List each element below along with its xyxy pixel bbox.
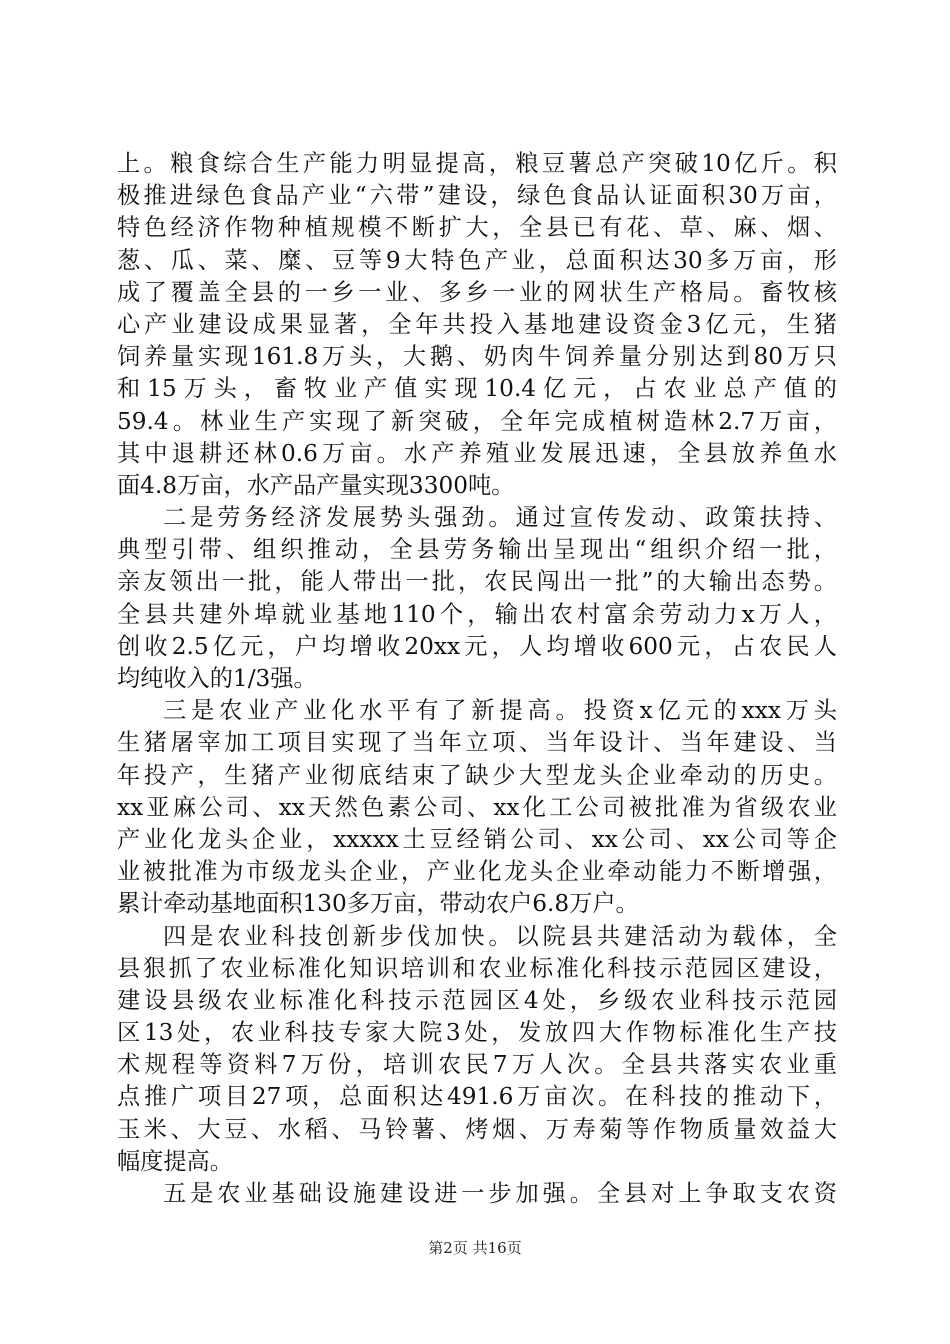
text-line: 成了覆盖全县的一乡一业、多乡一业的网状生产格局。畜牧核 [117, 278, 837, 306]
text-line: 年投产，生猪产业彻底结束了缺少大型龙头企业牵动的历史。 [117, 761, 837, 789]
text-line: 上。粮食综合生产能力明显提高，粮豆薯总产突破10亿斤。积 [117, 150, 837, 177]
page-footer: 第2页 共16页 [428, 1239, 522, 1257]
text-line: 均纯收入的1/3强。 [117, 665, 317, 692]
text-line: 全县共建外埠就业基地110个，输出农村富余劳动力x万人， [117, 600, 837, 628]
text-line: 幅度提高。 [117, 1147, 233, 1175]
text-line: 业被批准为市级龙头企业，产业化龙头企业牵动能力不断增强， [117, 858, 837, 886]
text-line: 产业化龙头企业，xxxxx土豆经销公司、xx公司、xx公司等企 [117, 825, 837, 853]
text-line: 其中退耕还林0.6万亩。水产养殖业发展迅速，全县放养鱼水 [117, 439, 837, 467]
text-line: xx亚麻公司、xx天然色素公司、xx化工公司被批准为省级农业 [117, 793, 837, 821]
text-line: 亲友领出一批，能人带出一批，农民闯出一批”的大输出态势。 [117, 568, 837, 596]
text-line: 玉米、大豆、水稻、马铃薯、烤烟、万寿菊等作物质量效益大 [117, 1115, 837, 1143]
text-line: 累计牵动基地面积130多万亩，带动农户6.8万户。 [117, 890, 639, 918]
text-line: 点推广项目27项，总面积达491.6万亩次。在科技的推动下， [117, 1083, 837, 1111]
text-line: 心产业建设成果显著，全年共投入基地建设资金3亿元，生猪 [117, 310, 837, 338]
text-line: 二是劳务经济发展势头强劲。通过宣传发动、政策扶持、 [163, 504, 837, 532]
text-line: 县狠抓了农业标准化知识培训和农业标准化科技示范园区建设， [117, 954, 837, 982]
document-body [117, 148, 837, 1210]
text-line: 面4.8万亩，水产品产量实现3300吨。 [117, 471, 515, 499]
text-line: 五是农业基础设施建设进一步加强。全县对上争取支农资 [163, 1180, 837, 1207]
text-line: 葱、瓜、菜、糜、豆等9大特色产业，总面积达30多万亩，形 [117, 246, 837, 274]
text-line: 术规程等资料7万份，培训农民7万人次。全县共落实农业重 [117, 1051, 837, 1079]
text-line: 和15万头，畜牧业产值实现10.4亿元，占农业总产值的 [117, 375, 837, 403]
text-line: 典型引带、组织推动，全县劳务输出呈现出“组织介绍一批， [117, 536, 837, 564]
text-line: 生猪屠宰加工项目实现了当年立项、当年设计、当年建设、当 [117, 729, 837, 757]
text-line: 四是农业科技创新步伐加快。以院县共建活动为载体，全 [163, 922, 837, 950]
text-line: 建设县级农业标准化科技示范园区4处，乡级农业科技示范园 [117, 986, 837, 1014]
text-line: 三是农业产业化水平有了新提高。投资x亿元的xxx万头 [163, 697, 837, 725]
text-line: 饲养量实现161.8万头，大鹅、奶肉牛饲养量分别达到80万只 [117, 343, 837, 371]
text-line: 创收2.5亿元，户均增收20xx元，人均增收600元，占农民人 [117, 632, 837, 660]
text-line: 极推进绿色食品产业“六带”建设，绿色食品认证面积30万亩， [117, 182, 837, 210]
text-line: 特色经济作物种植规模不断扩大，全县已有花、草、麻、烟、 [117, 214, 837, 242]
text-line: 区13处，农业科技专家大院3处，发放四大作物标准化生产技 [117, 1019, 837, 1047]
text-line: 59.4。林业生产实现了新突破，全年完成植树造林2.7万亩， [117, 407, 837, 435]
